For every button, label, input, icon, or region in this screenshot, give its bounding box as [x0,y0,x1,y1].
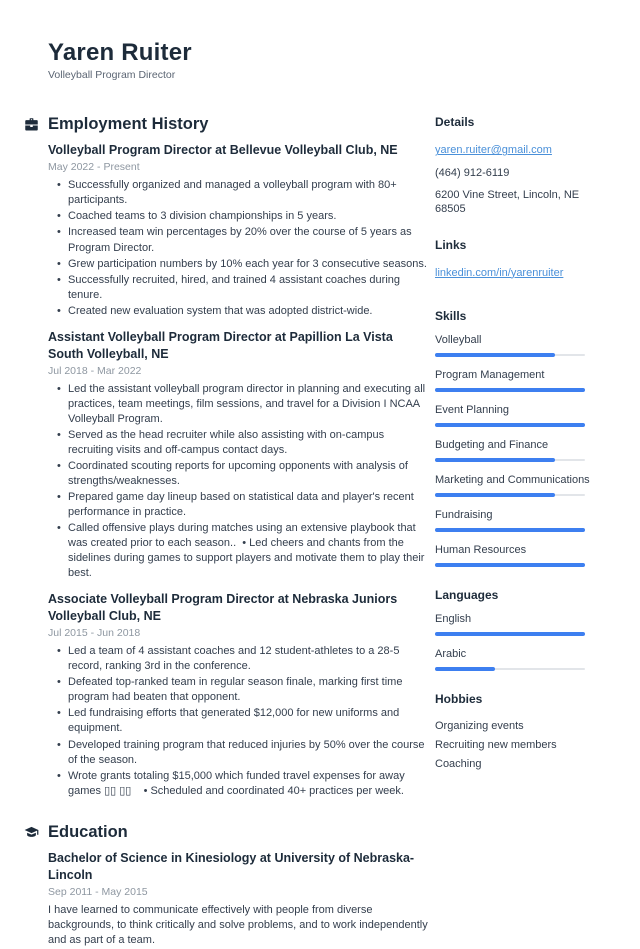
bullet-item: • Successfully organized and managed a volleyball program with 80+ participants. [57,178,430,208]
bullet-item: • Wrote grants totaling $15,000 which funded travel expenses for away games ▯▯ ▯▯ • Scheduled and coordinated 40+ practices per week. [57,769,430,799]
skill-item-label: Event Planning [435,403,509,416]
meter-fill [435,493,555,497]
language-item-label: English [435,612,472,625]
meter-fill [435,528,585,532]
skill-item-label: Program Management [435,368,545,381]
employment-section-head [24,115,430,134]
details-section [435,115,605,216]
skill-item-meter [435,493,585,497]
skill-item-meter [435,423,585,427]
skills-heading: Skills [435,308,467,323]
skill-item [435,509,605,532]
content-columns [24,115,605,948]
skill-item-label: Volleyball [435,333,482,346]
bullet-item: • Coached teams to 3 division championships in 5 years. [57,209,430,224]
bullet-item: • Defeated top-ranked team in regular season finale, marking first time program had beaten that opponent. [57,675,430,705]
languages-section [435,588,605,671]
skill-item [435,439,605,462]
bullet-item: • Developed training program that reduced injuries by 50% over the course of the season. [57,738,430,768]
education-description: I have learned to communicate effectively with people from diverse backgrounds, to think critically and solve problems, and to work independently and as part of a team. [48,903,428,947]
bullet-item: • Led fundraising efforts that generated $12,000 for new uniforms and equipment. [57,706,430,736]
job-date: Jul 2015 - Jun 2018 [48,627,141,640]
job-title: Associate Volleyball Program Director at Nebraska Juniors Volleyball Club, NE [48,592,398,624]
meter-fill [435,423,585,427]
skill-item-meter [435,388,585,392]
phone-number: (464) 912-6119 [435,166,510,179]
skill-item-label: Human Resources [435,543,527,556]
hobby-item: Coaching [435,758,482,771]
languages-list [435,613,605,671]
skill-item-meter [435,458,585,462]
meter-fill [435,353,555,357]
skills-list [435,334,605,567]
hobbies-heading: Hobbies [435,691,483,706]
education-entry [48,850,430,949]
bullet-item: • Grew participation numbers by 10% each year for 3 consecutive seasons. [57,257,430,272]
bullet-item: • Created new evaluation system that was adopted district-wide. [57,304,430,319]
languages-heading: Languages [435,587,499,602]
skill-item-label: Fundraising [435,508,493,521]
skills-section [435,309,605,567]
job-date: May 2022 - Present [48,161,140,174]
education-date: Sep 2011 - May 2015 [48,885,148,898]
education-section-head [24,823,430,842]
skill-item-label: Marketing and Communications [435,473,590,486]
bullet-item: • Called offensive plays during matches using an extensive playbook that was created prior to each season.. • Led cheers and chants from the sidelines during games to support players and motivate them to play their best. [57,521,430,581]
language-item-meter [435,667,585,671]
sidebar [435,115,605,948]
candidate-job-title: Volleyball Program Director [48,69,176,82]
candidate-name: Yaren Ruiter [48,39,192,66]
linkedin-link[interactable]: linkedin.com/in/yarenruiter [435,266,564,279]
language-item [435,613,605,636]
bullet-item: • Led the assistant volleyball program director in planning and executing all practices, team meetings, film sessions, and travel for a Division I NCAA Volleyball Program. [57,382,430,427]
meter-fill [435,563,585,567]
job-bullets [48,382,430,582]
links-section [435,238,605,288]
education-heading: Education [48,822,128,841]
job-title: Assistant Volleyball Program Director at Papillion La Vista South Volleyball, NE [48,329,393,361]
job-bullets [48,178,430,319]
skill-item [435,404,605,427]
bullet-item: • Increased team win percentages by 20% over the course of 5 years as Program Director. [57,225,430,255]
employment-section [24,115,430,798]
hobby-item: Organizing events [435,719,524,732]
bullet-item: • Served as the head recruiter while also assisting with on-campus recruiting visits and off-campus contact days. [57,428,430,458]
skill-item-meter [435,563,585,567]
links-heading: Links [435,237,467,252]
hobbies-list [435,717,605,775]
bullet-item: • Successfully recruited, hired, and trained 4 assistant coaches during tenure. [57,273,430,303]
hobbies-section [435,692,605,775]
meter-fill [435,458,555,462]
job-entry [48,329,430,582]
skill-item [435,544,605,567]
skill-item [435,474,605,497]
language-item-label: Arabic [435,647,467,660]
jobs-list [48,142,430,798]
meter-fill [435,667,495,671]
language-item-meter [435,632,585,636]
bullet-item: • Led a team of 4 assistant coaches and 12 student-athletes to a 28-5 record, ranking 3rd in the conference. [57,644,430,674]
main-column [24,115,430,948]
details-heading: Details [435,115,475,130]
employment-heading: Employment History [48,115,209,134]
bullet-item: • Prepared game day lineup based on statistical data and player's recent performance in practice. [57,490,430,520]
language-item [435,648,605,671]
job-title: Volleyball Program Director at Bellevue Volleyball Club, NE [48,143,398,158]
job-entry [48,591,430,798]
job-date: Jul 2018 - Mar 2022 [48,364,142,377]
address: 6200 Vine Street, Lincoln, NE 68505 [435,188,580,216]
education-section [24,823,430,949]
meter-fill [435,388,585,392]
skill-item-meter [435,353,585,357]
email-link[interactable]: yaren.ruiter@gmail.com [435,144,552,157]
skill-item [435,334,605,357]
meter-fill [435,632,585,636]
job-entry [48,142,430,318]
briefcase-icon [24,117,39,132]
header [48,40,605,81]
hobby-item: Recruiting new members [435,739,557,752]
job-bullets [48,644,430,799]
skill-item [435,369,605,392]
skill-item-label: Budgeting and Finance [435,438,549,451]
skill-item-meter [435,528,585,532]
graduation-cap-icon [24,825,39,840]
degree-title: Bachelor of Science in Kinesiology at University of Nebraska-Lincoln [48,850,415,882]
bullet-item: • Coordinated scouting reports for upcoming opponents with analysis of strengths/weaknesses. [57,459,430,489]
